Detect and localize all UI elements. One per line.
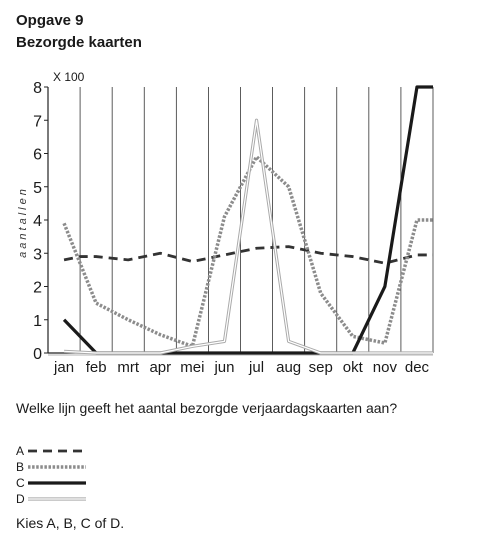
- x-tick-label: jun: [214, 359, 235, 376]
- series-a-line: [64, 247, 433, 264]
- instruction-text: Kies A, B, C of D.: [16, 515, 125, 531]
- exercise-number: Opgave 9: [16, 12, 84, 29]
- y-axis-label: aantallen: [17, 186, 29, 258]
- y-tick-label: 2: [33, 279, 42, 297]
- legend-item-b: [16, 459, 90, 475]
- legend-label: B: [16, 460, 25, 474]
- legend-item-d: [16, 491, 90, 507]
- series-c-line: [64, 87, 433, 353]
- y-tick-label: 0: [33, 346, 42, 363]
- x-tick-label: mei: [180, 359, 205, 376]
- y-tick-label: 1: [33, 312, 42, 330]
- y-tick-label: 4: [33, 213, 42, 230]
- unit-label: X 100: [53, 70, 85, 84]
- legend-label: D: [16, 492, 25, 506]
- y-tick-label: 6: [33, 146, 42, 164]
- y-tick-label: 3: [33, 246, 42, 264]
- y-tick-label: 5: [33, 179, 42, 197]
- x-tick-label: dec: [404, 359, 430, 376]
- y-tick-label: 8: [33, 80, 42, 97]
- x-tick-label: sep: [308, 359, 333, 376]
- legend-swatch: [28, 478, 90, 488]
- legend-swatch: [28, 462, 90, 472]
- series-d-line-inner: [64, 120, 433, 353]
- x-tick-label: apr: [149, 359, 172, 376]
- x-tick-label: jan: [54, 359, 75, 376]
- legend-label: A: [16, 444, 25, 458]
- legend-swatch: [28, 446, 90, 456]
- x-tick-label: aug: [276, 359, 302, 376]
- x-tick-label: okt: [342, 359, 363, 376]
- legend-item-a: [16, 443, 90, 459]
- x-tick-label: feb: [85, 359, 107, 376]
- series-d-line: [64, 120, 433, 353]
- exercise-title: Bezorgde kaarten: [16, 34, 142, 51]
- question-text: Welke lijn geeft het aantal bezorgde verjaardagskaarten aan?: [16, 400, 398, 416]
- legend-swatch: [28, 494, 90, 504]
- x-tick-label: jul: [249, 359, 265, 376]
- chart-legend: [16, 443, 90, 507]
- legend-label: C: [16, 476, 25, 490]
- legend-item-c: [16, 475, 90, 491]
- x-tick-label: mrt: [117, 359, 140, 376]
- x-tick-label: nov: [372, 359, 397, 376]
- y-tick-label: 7: [33, 113, 42, 131]
